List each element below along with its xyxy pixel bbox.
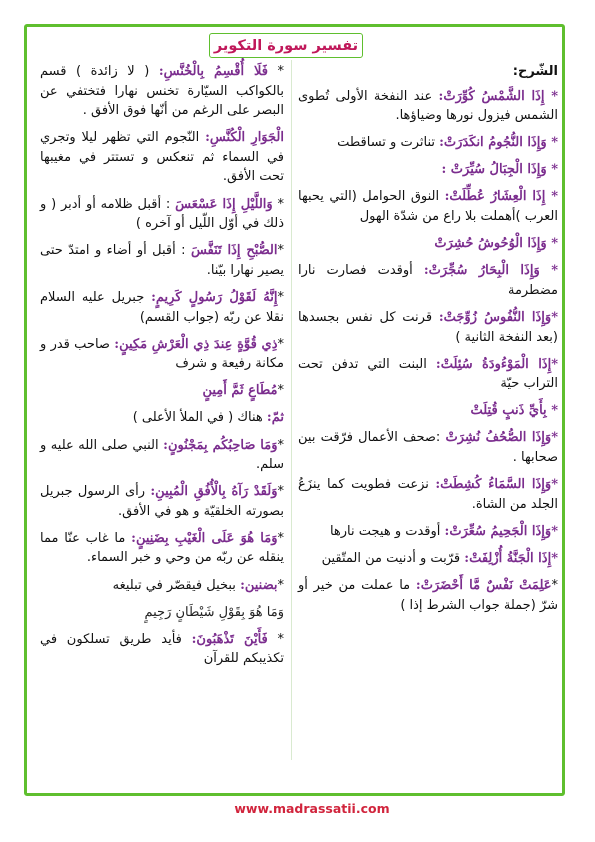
tafsir-entry [40,288,284,327]
explanation-text: رأى الرسول جبريل بصورته الخلقيّة و هو في الأفق. [40,484,284,519]
explanation-text: البنت التي تدفن تحت التراب حيّة [298,356,558,392]
plain-verse-text: وَمَا هُوَ بِقَوْلِ شَيْطَانٍ رَجِيمٍ [144,604,284,620]
tafsir-entry [298,261,558,300]
verse-text: * وَإِذَا الْبِحَارُ سُجِّرَتْ: [423,263,558,279]
explanation-text: النبي صلى الله عليه و سلم. [40,437,284,473]
explanation-text: ما غاب عنّا مما ينقله عن ربّه من وحي و خبر السماء. [40,530,284,566]
tafsir-entry [298,87,558,126]
verse-text: * إِذَا الشَّمْسُ كُوِّرَتْ: [438,88,558,104]
verse-text: بضنين: [240,577,278,593]
verse-text: ذِي قُوَّةٍ عِندَ ذِي الْعَرْشِ مَكِينٍ: [114,336,278,352]
tafsir-entry [40,335,284,374]
tafsir-entry [40,576,284,596]
verse-text: *إِذَا الْمَوْءُودَةُ سُئِلَتْ: [435,356,559,372]
verse-text: فَأَيْنَ تَذْهَبُونَ: [191,631,268,647]
bullet-marker: * [277,577,284,593]
title-box [209,33,363,58]
verse-text: فَلَا أُقْسِمُ بِالْخُنَّسِ: [158,64,268,79]
column-divider [291,60,292,760]
verse-text: إِنَّهُ لَقَوْلُ رَسُولٍ كَرِيمٍ: [151,289,278,305]
tafsir-entry [40,630,284,669]
bullet-marker: * [277,484,284,500]
bullet-marker: * [267,631,285,647]
bullet-marker: * [277,336,284,352]
tafsir-entry [298,133,558,153]
explanation-text: ( لا زائدة ) قسم بالكواكب السيّارة تخنس نهارا فتختفي عن البصر على الرغم من أنّها فوق الأفق . [40,64,284,119]
tafsir-entry [298,576,558,615]
verse-text: *وَإِذَا الْجَحِيمُ سُعِّرَتْ: [444,523,558,539]
verse-text: * إِذَا الْعِشَارُ عُطِّلَتْ: [444,189,559,205]
verse-text: ثمّ: [266,410,284,426]
verse-text: *إِذَا الْجَنَّةُ أُزْلِفَتْ: [464,550,558,566]
verse-text: الصُّبْحِ إِذَا تَنَفَّسَ [190,243,278,259]
explanation-text: تناثرت و تساقطت [337,135,440,151]
bullet-marker: * [272,196,284,212]
verse-text: وَلَقَدْ رَآهُ بِالْأُفُقِ الْمُبِينِ: [150,484,278,500]
section-heading: الشّرح: [512,64,558,79]
tafsir-entry [40,62,284,121]
explanation-text: : أقبل ظلامه أو أدبر ( و ذلك في أوّل اللّيل أو آخره ) [40,196,284,232]
bullet-marker: * [277,243,284,259]
tafsir-entry [40,482,284,521]
bullet-marker: * [277,289,284,305]
explanation-text: :صحف الأعمال فرّقت بين صحابها . [298,430,558,465]
tafsir-entry [298,428,558,467]
tafsir-entry [298,308,558,347]
tafsir-entry [298,401,558,421]
explanation-text: النّجوم التي تظهر ليلا وتجري في السماء ثم تنعكس و تستتر في مغيبها تحت الأفق. [40,130,284,185]
bullet-marker: * [277,530,284,546]
footer-website-link[interactable]: www.madrassatii.com [234,801,390,816]
explanation-text: ما عملت من خير أو شرّ (جملة جواب الشرط إذا ) [298,577,558,613]
verse-text: مُطَاعٍ ثَمَّ أَمِينٍ [202,383,278,399]
explanation-text: ببخيل فيقصّر في تبليغه [112,577,241,593]
tafsir-entry [40,128,284,187]
verse-text: وَاللَّيْلِ إِذَا عَسْعَسَ [175,196,273,212]
explanation-text: النوق الحوامل (التي يحبها العرب )أهملت بلا راع من شدّة الهول [298,189,558,225]
tafsir-entry [298,234,558,254]
verse-text: * وَإِذَا الْجِبَالُ سُيِّرَتْ : [441,162,558,178]
page-title: تفسير سورة التكوير [213,37,359,54]
explanation-text: عند النفخة الأولى تُطوى الشمس فيزول نورها وضياؤها. [298,88,558,124]
verse-text: الْجَوَارِ الْكُنَّسِ: [205,130,284,146]
tafsir-entry [40,241,284,280]
verse-text: وَمَا صَاحِبُكُم بِمَجْنُونٍ: [163,437,278,453]
tafsir-entry [298,522,558,542]
tafsir-entry [40,436,284,475]
tafsir-entry [298,355,558,394]
verse-text: *وَإِذَا الصُّحُفُ نُشِرَتْ [445,430,558,446]
explanation-text: نزعت فطويت كما ينزَعُ الجلد من الشاة. [298,477,558,512]
explanation-text: هناك ( في الملأ الأعلى ) [132,410,267,426]
verse-text: وَمَا هُوَ عَلَى الْغَيْبِ بِضَنِينٍ: [131,530,278,546]
left-column [40,62,284,676]
tafsir-entry [40,529,284,568]
explanation-text: : أقبل أو أضاء و امتدّ حتى يصير نهارا بيّنا. [40,243,284,278]
right-column [298,62,558,623]
bullet-marker: * [277,383,284,399]
verse-text: * وَإِذَا الْوُحُوشُ حُشِرَتْ [434,236,558,252]
tafsir-entry [40,195,284,234]
explanation-text: قرنت كل نفس بجسدها (بعد النفخة الثانية ) [298,309,558,345]
bullet-marker: * [267,64,285,79]
explanation-text: صاحب قدر و مكانة رفيعة و شرف [40,336,284,372]
explanation-text: أوقدت و هيجت نارها [329,523,445,539]
verse-text: * بِأَيِّ ذَنبٍ قُتِلَتْ [470,403,558,419]
verse-text: * وَإِذَا النُّجُومُ انكَدَرَتْ: [439,135,558,151]
tafsir-entry [40,603,284,623]
tafsir-entry [298,549,558,569]
explanation-text: جبريل عليه السلام نقلا عن ربّه (جواب القسم) [40,289,284,325]
tafsir-entry [40,408,284,428]
tafsir-entry [298,160,558,180]
bullet-marker: * [277,437,284,453]
bullet-marker: * [551,577,559,593]
verse-text: عَلِمَتْ نَفْسٌ مَّا أَحْضَرَتْ: [415,577,552,593]
verse-text: *وَإِذَا السَّمَاءُ كُشِطَتْ: [435,477,558,493]
verse-text: *وَإِذَا النُّفُوسُ زُوِّجَتْ: [438,309,558,325]
tafsir-entry [40,381,284,401]
tafsir-entry [298,475,558,514]
tafsir-entry [298,187,558,226]
explanation-text: أوقدت فصارت نارا مضطرمة [298,263,558,298]
explanation-text: قرّبت و أدنيت من المتّقين [321,550,465,566]
explanation-text: فأيد طريق تسلكون في تكذيبكم للقرآن [40,631,284,667]
